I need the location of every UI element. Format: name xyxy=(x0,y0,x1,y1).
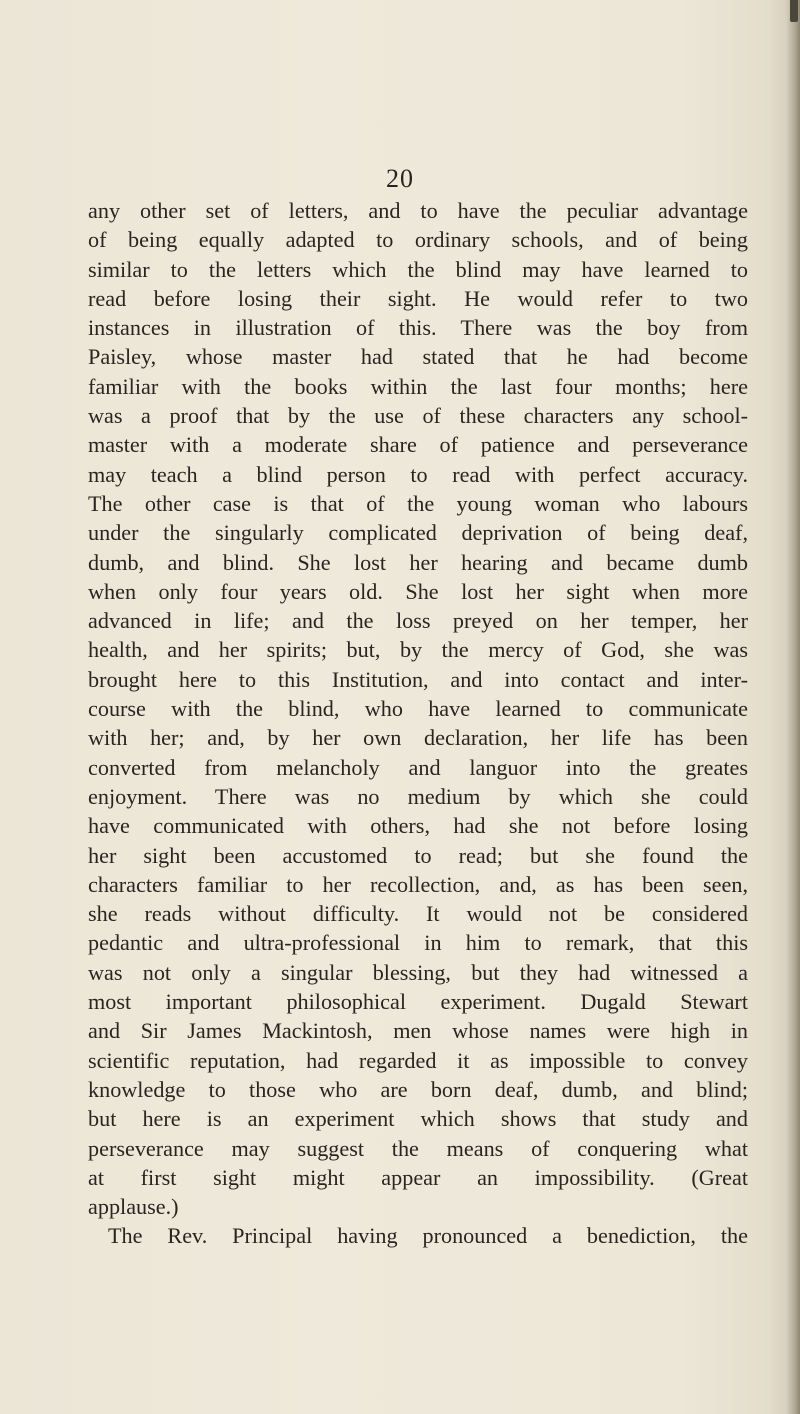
body-text xyxy=(88,196,748,1251)
text-line: but here is an experiment which shows that study and xyxy=(88,1106,748,1132)
text-line: pedantic and ultra-professional in him to remark, that this xyxy=(88,930,748,956)
text-line: The Rev. Principal having pronounced a benediction, the xyxy=(108,1223,748,1249)
text-line: similar to the letters which the blind may have learned to xyxy=(88,256,748,282)
text-line: with her; and, by her own declaration, her life has been xyxy=(88,725,748,751)
text-line: advanced in life; and the loss preyed on her temper, her xyxy=(88,608,748,634)
text-line: master with a moderate share of patience and perseverance xyxy=(88,432,748,458)
text-line: have communicated with others, had she not before losing xyxy=(88,813,748,839)
text-line: she reads without difficulty. It would not be considered xyxy=(88,901,748,927)
text-line: health, and her spirits; but, by the mercy of God, she was xyxy=(88,637,748,663)
text-line: most important philosophical experiment. Dugald Stewart xyxy=(88,989,748,1015)
text-line: dumb, and blind. She lost her hearing and became dumb xyxy=(88,549,748,575)
page-edge-shadow xyxy=(786,0,800,1414)
text-line: instances in illustration of this. There was the boy from xyxy=(88,315,748,341)
text-line: her sight been accustomed to read; but she found the xyxy=(88,842,748,868)
text-line: may teach a blind person to read with perfect accuracy. xyxy=(88,461,748,487)
text-line: was not only a singular blessing, but they had witnessed a xyxy=(88,959,748,985)
text-line: scientific reputation, had regarded it as impossible to convey xyxy=(88,1047,748,1073)
text-line: The other case is that of the young woman who labours xyxy=(88,490,748,516)
text-line: and Sir James Mackintosh, men whose names were high in xyxy=(88,1018,748,1044)
text-line: was a proof that by the use of these characters any school- xyxy=(88,403,748,429)
text-line: under the singularly complicated deprivation of being deaf, xyxy=(88,520,748,546)
text-line: applause.) xyxy=(88,1194,179,1220)
text-line: at first sight might appear an impossibility. (Great xyxy=(88,1164,748,1190)
text-line: brought here to this Institution, and into contact and inter- xyxy=(88,666,748,692)
text-line: read before losing their sight. He would refer to two xyxy=(88,285,748,311)
text-line: any other set of letters, and to have the peculiar advantage xyxy=(88,198,748,223)
text-line: knowledge to those who are born deaf, dumb, and blind; xyxy=(88,1076,748,1102)
text-line: perseverance may suggest the means of conquering what xyxy=(88,1135,748,1161)
text-line: of being equally adapted to ordinary schools, and of being xyxy=(88,227,748,253)
text-line: enjoyment. There was no medium by which she could xyxy=(88,783,748,809)
text-line: when only four years old. She lost her sight when more xyxy=(88,578,748,604)
text-line: characters familiar to her recollection, and, as has been seen, xyxy=(88,871,748,897)
text-line: converted from melancholy and languor into the greates xyxy=(88,754,748,780)
corner-mark xyxy=(790,0,798,22)
page-number: 20 xyxy=(386,164,414,193)
text-line: familiar with the books within the last four months; here xyxy=(88,373,748,399)
text-line: course with the blind, who have learned to communicate xyxy=(88,696,748,722)
text-line: Paisley, whose master had stated that he had become xyxy=(88,344,748,370)
